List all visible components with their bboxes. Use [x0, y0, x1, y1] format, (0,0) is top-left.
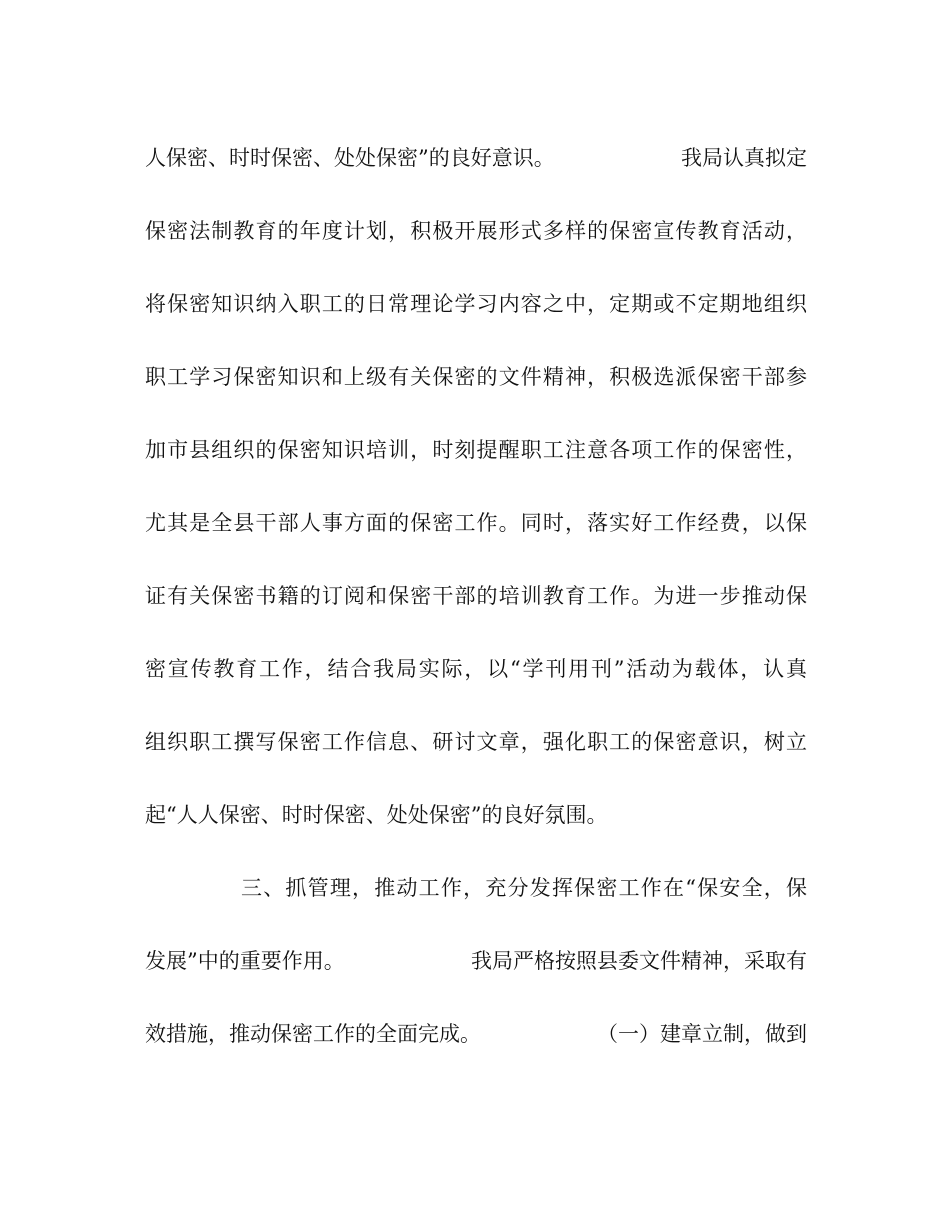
text-line-12-right: 我局严格按照县委文件精神，采取有 [471, 949, 807, 973]
text-line-1 [145, 141, 807, 175]
text-line-6: 尤其是全县干部人事方面的保密工作。同时，落实好工作经费，以保 [145, 511, 807, 535]
text-line-8: 密宣传教育工作，结合我局实际，以“学刊用刊”活动为载体，认真 [145, 657, 807, 681]
text-line-13-left: 效措施，推动保密工作的全面完成。 [145, 1022, 481, 1046]
text-line-10: 起“人人保密、时时保密、处处保密”的良好氛围。 [145, 803, 608, 827]
text-line-13-right: （一）建章立制，做到 [597, 1022, 807, 1046]
text-line-3: 将保密知识纳入职工的日常理论学习内容之中，定期或不定期地组织 [145, 292, 807, 316]
section-heading-line: 三、抓管理，推动工作，充分发挥保密工作在“保安全，保 [241, 876, 807, 900]
text-line-1-right: 我局认真拟定 [681, 146, 807, 170]
text-line-12-left: 发展”中的重要作用。 [145, 949, 345, 973]
text-line-12 [145, 944, 807, 978]
text-line-9: 组织职工撰写保密工作信息、研讨文章，强化职工的保密意识，树立 [145, 730, 807, 754]
text-line-7: 证有关保密书籍的订阅和保密干部的培训教育工作。为进一步推动保 [145, 584, 807, 608]
text-line-4: 职工学习保密知识和上级有关保密的文件精神，积极选派保密干部参 [145, 365, 807, 389]
text-line-5: 加市县组织的保密知识培训，时刻提醒职工注意各项工作的保密性， [145, 438, 807, 462]
text-line-1-left: 人保密、时时保密、处处保密”的良好意识。 [145, 146, 555, 170]
text-line-13 [145, 1017, 807, 1051]
text-line-2: 保密法制教育的年度计划，积极开展形式多样的保密宣传教育活动， [145, 219, 807, 243]
